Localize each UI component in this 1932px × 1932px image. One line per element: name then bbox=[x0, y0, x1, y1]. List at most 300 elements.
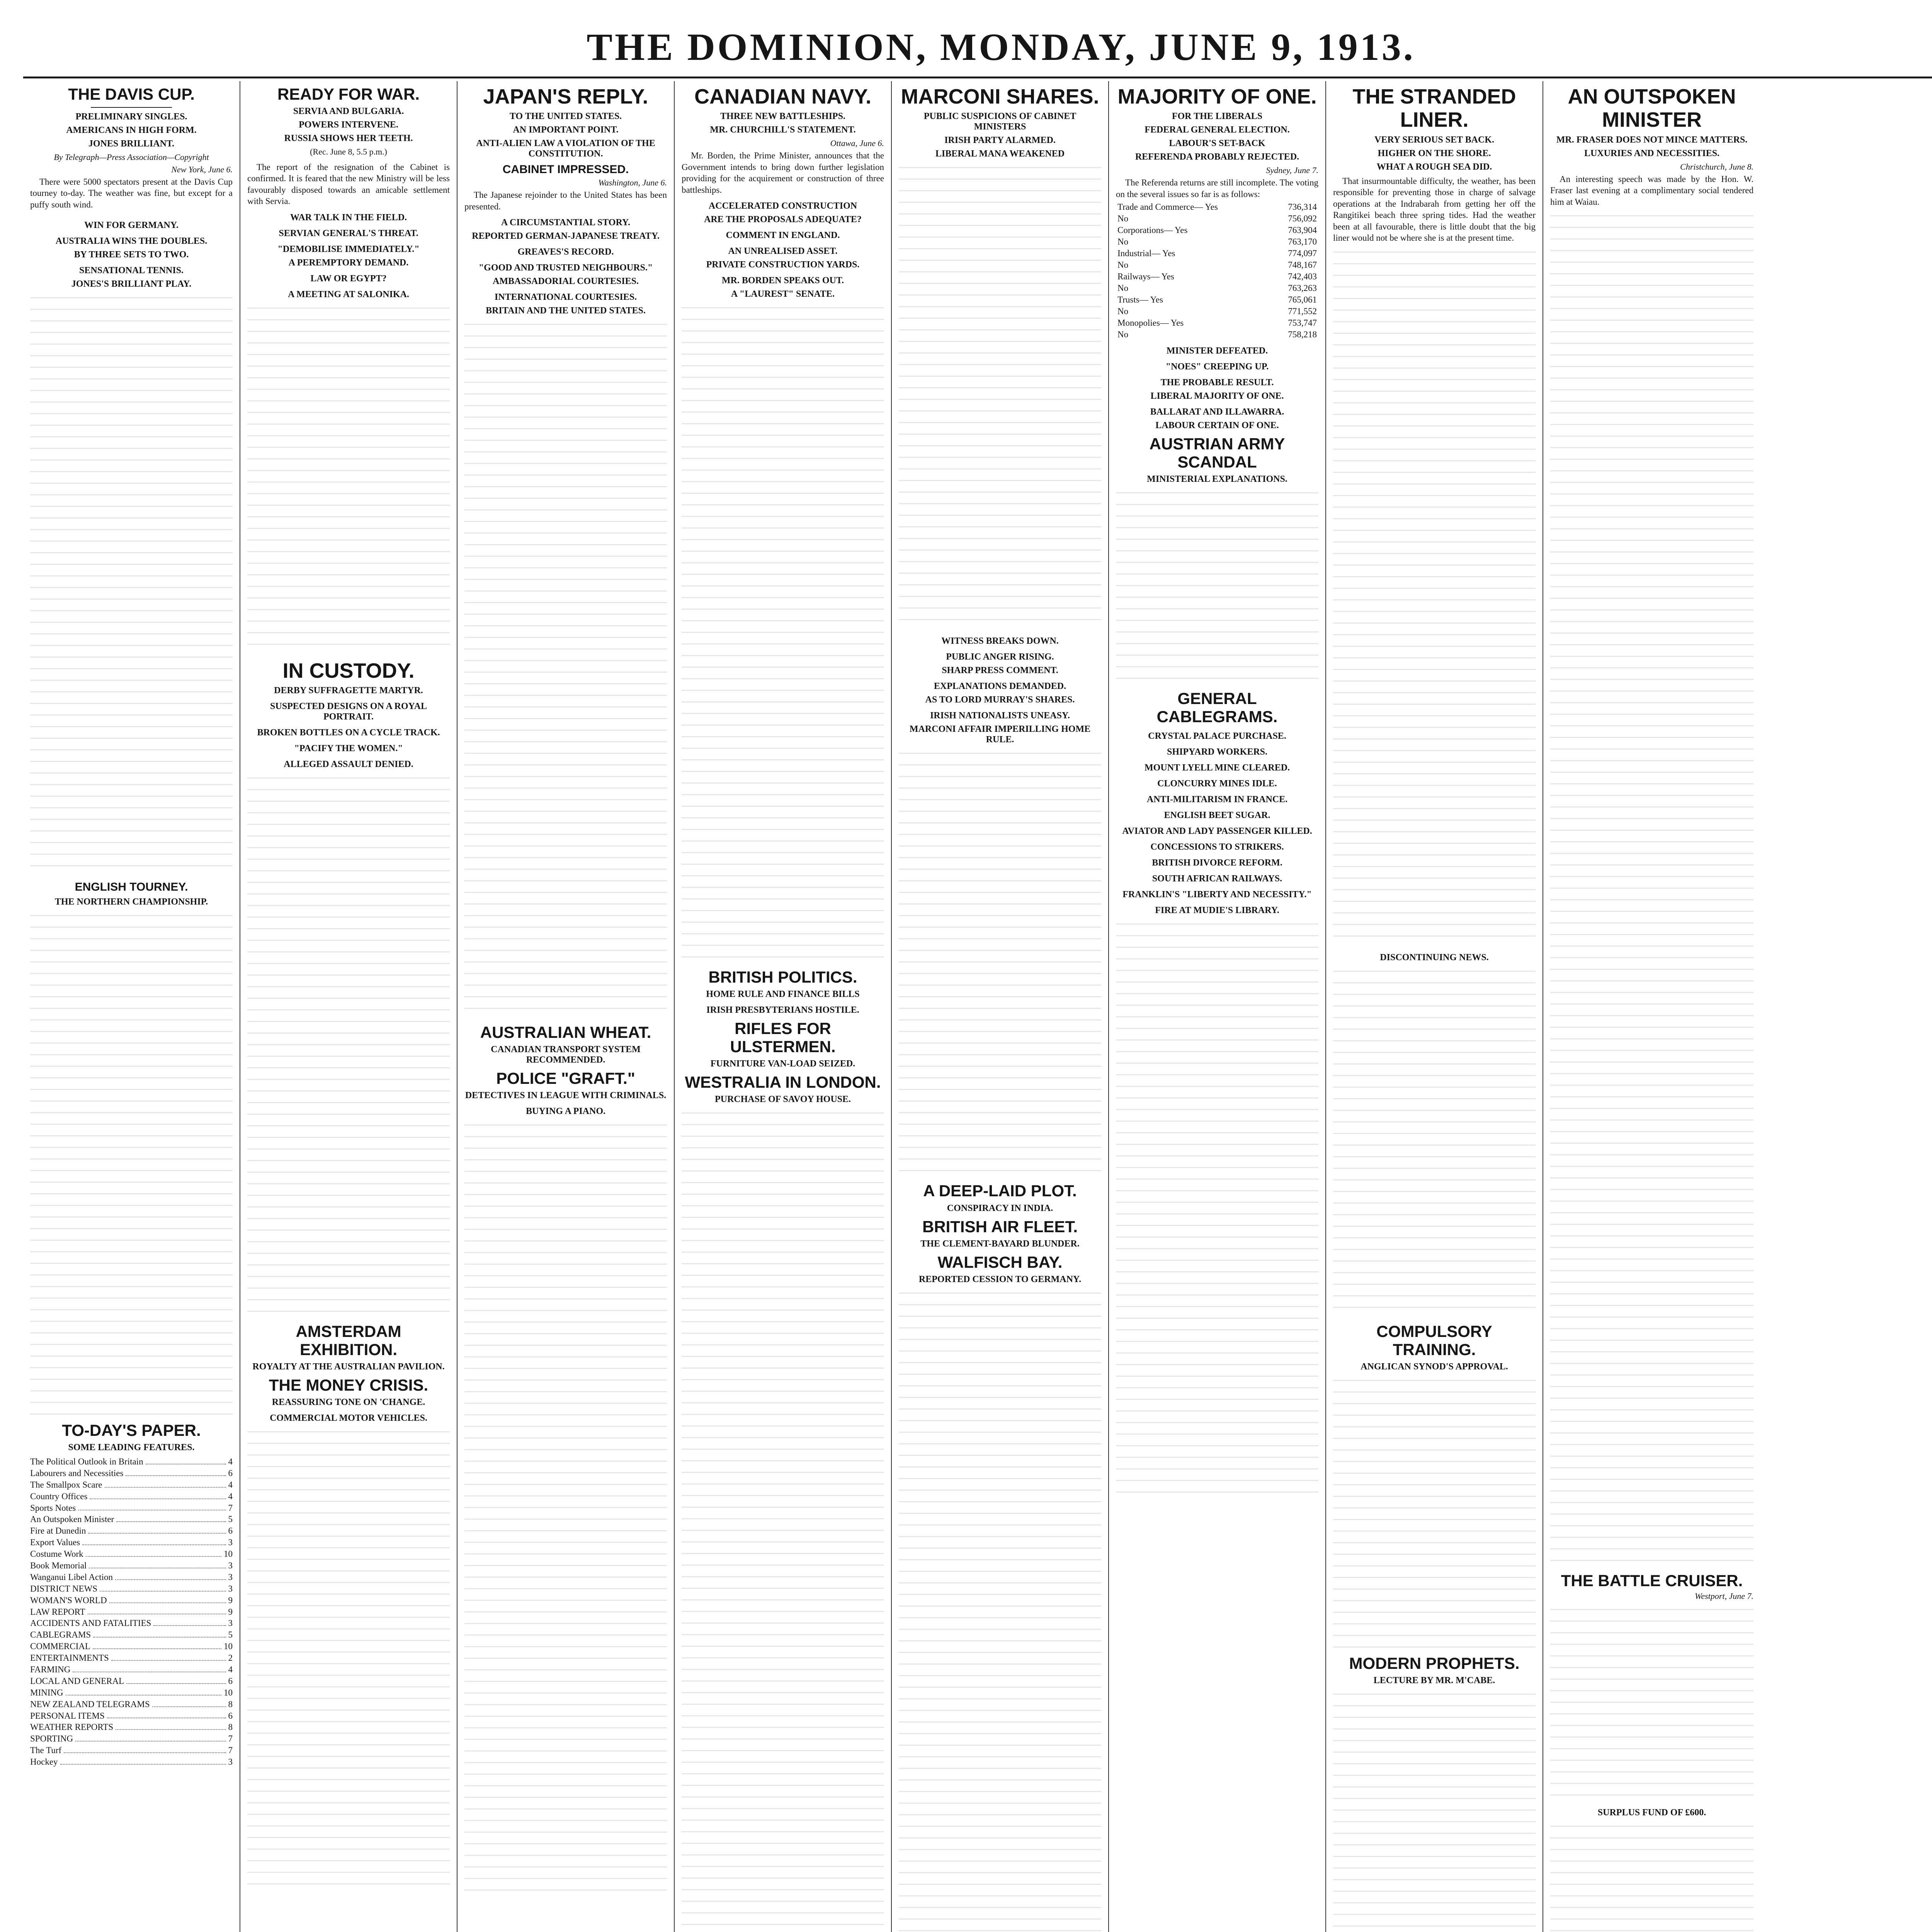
deck: THREE NEW BATTLESHIPS. bbox=[720, 111, 845, 122]
contents-page: 6 bbox=[228, 1468, 233, 1478]
deck: LUXURIES AND NECESSITIES. bbox=[1584, 148, 1720, 158]
contents-dots bbox=[73, 1664, 226, 1672]
contents-label: Hockey bbox=[30, 1757, 58, 1767]
table-row bbox=[1116, 248, 1318, 259]
contents-dots bbox=[115, 1571, 226, 1580]
contents-row bbox=[30, 1595, 233, 1606]
contents-row bbox=[30, 1675, 233, 1687]
contents-page: 8 bbox=[228, 1699, 233, 1709]
contents-page: 6 bbox=[228, 1526, 233, 1536]
column-6 bbox=[1109, 81, 1326, 1932]
dateline: Christchurch, June 8. bbox=[1680, 162, 1753, 172]
contents-label: LOCAL AND GENERAL bbox=[30, 1676, 124, 1686]
contents-dots bbox=[105, 1479, 226, 1488]
subheading: MR. BORDEN SPEAKS OUT. bbox=[721, 276, 844, 286]
contents-page: 4 bbox=[228, 1480, 233, 1490]
contents-page: 7 bbox=[228, 1503, 233, 1513]
deck: BY THREE SETS TO TWO. bbox=[74, 250, 189, 260]
subheading: EXPLANATIONS DEMANDED. bbox=[934, 681, 1066, 692]
subheading: CONCESSIONS TO STRIKERS. bbox=[1150, 842, 1284, 852]
subheading: SURPLUS FUND OF £600. bbox=[1597, 1808, 1706, 1818]
contents-page: 3 bbox=[228, 1572, 233, 1582]
deck: PRIVATE CONSTRUCTION YARDS. bbox=[706, 260, 860, 270]
contents-row bbox=[30, 1641, 233, 1652]
table-row bbox=[1116, 282, 1318, 294]
headline: MARCONI SHARES. bbox=[901, 85, 1099, 108]
deck: FEDERAL GENERAL ELECTION. bbox=[1145, 125, 1290, 135]
column-text-block bbox=[30, 297, 233, 877]
headline: BRITISH POLITICS. bbox=[708, 968, 857, 986]
column-text-block bbox=[30, 915, 233, 1417]
column-text-block bbox=[247, 308, 450, 655]
headline: MODERN PROPHETS. bbox=[1349, 1654, 1520, 1672]
article-body: There were 5000 spectators present at the Davis Cup tourney to-day. The weather was fine, but except for a puffy south wind. bbox=[30, 177, 233, 209]
column-3 bbox=[457, 81, 675, 1932]
subheading: FIRE AT MUDIE'S LIBRARY. bbox=[1155, 905, 1279, 916]
contents-page: 6 bbox=[228, 1711, 233, 1721]
contents-row bbox=[30, 1560, 233, 1571]
subheading: FRANKLIN'S "LIBERTY AND NECESSITY." bbox=[1122, 889, 1312, 900]
column-text-block bbox=[247, 777, 450, 1318]
story-davis-cup bbox=[30, 85, 233, 210]
headline: BRITISH AIR FLEET. bbox=[922, 1217, 1078, 1236]
contents-label: CABLEGRAMS bbox=[30, 1630, 91, 1640]
contents-dots bbox=[93, 1629, 226, 1638]
contents-label: The Turf bbox=[30, 1745, 62, 1755]
subheading: IRISH NATIONALISTS UNEASY. bbox=[930, 711, 1070, 721]
deck: IRISH PARTY ALARMED. bbox=[944, 135, 1056, 146]
deck: SOME LEADING FEATURES. bbox=[68, 1442, 195, 1452]
dateline: Washington, June 6. bbox=[598, 178, 667, 188]
contents-page: 3 bbox=[228, 1757, 233, 1767]
referendum-votes: 765,061 bbox=[1288, 295, 1317, 305]
deck: WHAT A ROUGH SEA DID. bbox=[1376, 162, 1492, 172]
contents-label: The Political Outlook in Britain bbox=[30, 1456, 143, 1466]
column-text-block bbox=[1116, 923, 1318, 1503]
contents-row bbox=[30, 1525, 233, 1537]
table-row bbox=[1116, 317, 1318, 329]
deck: LABOUR CERTAIN OF ONE. bbox=[1155, 420, 1279, 431]
referendum-votes: 763,170 bbox=[1288, 237, 1317, 247]
contents-dots bbox=[86, 1548, 221, 1557]
subheading: "NOES" CREEPING UP. bbox=[1165, 362, 1269, 372]
subheading: CLONCURRY MINES IDLE. bbox=[1157, 779, 1277, 789]
column-text-block bbox=[464, 324, 667, 1019]
contents-label: PERSONAL ITEMS bbox=[30, 1711, 105, 1721]
contents-row bbox=[30, 1456, 233, 1468]
contents-dots bbox=[75, 1733, 226, 1742]
deck: JONES'S BRILLIANT PLAY. bbox=[71, 279, 192, 289]
dateline: New York, June 6. bbox=[171, 165, 233, 175]
contents-row bbox=[30, 1664, 233, 1675]
contents-label: COMMERCIAL bbox=[30, 1641, 90, 1651]
deck: PUBLIC SUSPICIONS OF CABINET MINISTERS bbox=[923, 111, 1077, 132]
column-text-block bbox=[247, 1431, 450, 1895]
contents-dots bbox=[126, 1468, 226, 1476]
contents-label: MINING bbox=[30, 1687, 63, 1697]
subheading: IRISH PRESBYTERIANS HOSTILE. bbox=[706, 1005, 859, 1015]
referendum-votes: 758,218 bbox=[1288, 330, 1317, 340]
headline: COMPULSORY TRAINING. bbox=[1376, 1322, 1492, 1359]
masthead bbox=[23, 19, 1932, 78]
contents-row bbox=[30, 1571, 233, 1583]
deck: PURCHASE OF SAVOY HOUSE. bbox=[714, 1094, 851, 1105]
contents-dots bbox=[116, 1514, 226, 1522]
contents-row bbox=[30, 1479, 233, 1491]
contents-page: 3 bbox=[228, 1537, 233, 1548]
contents-row bbox=[30, 1514, 233, 1525]
column-text-block bbox=[1550, 215, 1753, 1568]
subheading: COMMERCIAL MOTOR VEHICLES. bbox=[270, 1413, 427, 1423]
deck: RUSSIA SHOWS HER TEETH. bbox=[284, 133, 413, 144]
referendum-label: Monopolies— Yes bbox=[1117, 318, 1184, 328]
referendum-label: Railways— Yes bbox=[1117, 272, 1174, 282]
subheading: COMMENT IN ENGLAND. bbox=[726, 230, 840, 241]
contents-label: Fire at Dunedin bbox=[30, 1526, 86, 1536]
deck: REPORTED GERMAN-JAPANESE TREATY. bbox=[472, 231, 660, 241]
deck: SERVIA AND BULGARIA. bbox=[293, 106, 404, 117]
subheading: CRYSTAL PALACE PURCHASE. bbox=[1148, 731, 1286, 742]
headline: MAJORITY OF ONE. bbox=[1117, 85, 1317, 108]
column-text-block bbox=[1550, 1826, 1753, 1932]
subheading: SHIPYARD WORKERS. bbox=[1167, 747, 1268, 757]
subheading: BRITISH DIVORCE REFORM. bbox=[1152, 858, 1282, 868]
subheading: AVIATOR AND LADY PASSENGER KILLED. bbox=[1122, 826, 1312, 837]
headline: AUSTRIAN ARMY SCANDAL bbox=[1149, 435, 1285, 471]
article-body: An interesting speech was made by the Hon. W. Fraser last evening at a complimentary social tendered him at Waiau. bbox=[1550, 174, 1753, 207]
headline: WESTRALIA IN LONDON. bbox=[685, 1073, 881, 1092]
referendum-label: No bbox=[1117, 214, 1129, 224]
referendum-label: No bbox=[1117, 330, 1129, 340]
headline: AUSTRALIAN WHEAT. bbox=[480, 1023, 651, 1041]
column-2 bbox=[240, 81, 457, 1932]
referendum-label: No bbox=[1117, 283, 1129, 293]
contents-row bbox=[30, 1733, 233, 1745]
headline: ENGLISH TOURNEY. bbox=[75, 881, 188, 894]
deck: DERBY SUFFRAGETTE MARTYR. bbox=[274, 685, 423, 696]
contents-label: ACCIDENTS AND FATALITIES bbox=[30, 1618, 151, 1628]
contents-label: Book Memorial bbox=[30, 1560, 87, 1570]
column-text-block bbox=[1116, 492, 1318, 685]
referendum-votes: 736,314 bbox=[1288, 202, 1317, 212]
column-text-block bbox=[1333, 1380, 1536, 1650]
subheading: BUYING A PIANO. bbox=[526, 1106, 606, 1116]
subheading: "DEMOBILISE IMMEDIATELY." bbox=[277, 244, 420, 254]
dateline: Westport, June 7. bbox=[1695, 1591, 1753, 1601]
contents-dots bbox=[153, 1617, 226, 1626]
referendum-votes: 763,904 bbox=[1288, 225, 1317, 235]
contents-page: 2 bbox=[228, 1653, 233, 1663]
subheading: "PACIFY THE WOMEN." bbox=[294, 743, 403, 754]
headline: RIFLES FOR ULSTERMEN. bbox=[730, 1019, 836, 1056]
contents-dots bbox=[109, 1595, 226, 1603]
subheading: MINISTER DEFEATED. bbox=[1166, 346, 1268, 356]
contents-dots bbox=[100, 1583, 226, 1592]
contents-dots bbox=[82, 1537, 226, 1545]
headline: A DEEP-LAID PLOT. bbox=[923, 1182, 1077, 1200]
referendum-label: Corporations— Yes bbox=[1117, 225, 1188, 235]
contents-row bbox=[30, 1721, 233, 1733]
deck: BRITAIN AND THE UNITED STATES. bbox=[486, 305, 646, 316]
contents-dots bbox=[88, 1525, 226, 1534]
byline: By Telegraph—Press Association—Copyright bbox=[54, 152, 209, 162]
contents-page: 3 bbox=[228, 1583, 233, 1594]
deck: REFERENDA PROBABLY REJECTED. bbox=[1135, 152, 1299, 162]
deck: HIGHER ON THE SHORE. bbox=[1378, 148, 1491, 158]
contents-label: Wanganui Libel Action bbox=[30, 1572, 113, 1582]
table-row bbox=[1116, 259, 1318, 271]
dateline: Ottawa, June 6. bbox=[830, 138, 884, 148]
headline: AMSTERDAM EXHIBITION. bbox=[296, 1322, 401, 1359]
subheading: AUSTRALIA WINS THE DOUBLES. bbox=[55, 236, 207, 247]
subheading: SOUTH AFRICAN RAILWAYS. bbox=[1152, 874, 1282, 884]
headline: THE BATTLE CRUISER. bbox=[1561, 1571, 1743, 1590]
referendum-label: No bbox=[1117, 237, 1129, 247]
contents-label: The Smallpox Scare bbox=[30, 1480, 102, 1490]
deck: CANADIAN TRANSPORT SYSTEM RECOMMENDED. bbox=[491, 1044, 641, 1065]
subheading: "GOOD AND TRUSTED NEIGHBOURS." bbox=[478, 262, 653, 273]
subheading: WAR TALK IN THE FIELD. bbox=[290, 212, 407, 223]
column-text-block bbox=[464, 1124, 667, 1897]
contents-page: 5 bbox=[228, 1514, 233, 1524]
subheading: MOUNT LYELL MINE CLEARED. bbox=[1144, 763, 1290, 773]
referendum-label: Trusts— Yes bbox=[1117, 295, 1163, 305]
headline: READY FOR WAR. bbox=[277, 85, 420, 103]
contents-row bbox=[30, 1629, 233, 1641]
subheading: A MEETING AT SALONIKA. bbox=[288, 289, 409, 299]
contents-page: 9 bbox=[228, 1595, 233, 1605]
deck: VERY SERIOUS SET BACK. bbox=[1374, 134, 1494, 145]
referendum-label: Trade and Commerce— Yes bbox=[1117, 202, 1218, 212]
subheading: AN UNREALISED ASSET. bbox=[728, 246, 838, 257]
contents-label: Costume Work bbox=[30, 1549, 83, 1559]
contents-label: WOMAN'S WORLD bbox=[30, 1595, 107, 1605]
subheading: ENGLISH BEET SUGAR. bbox=[1164, 810, 1270, 821]
contents-dots bbox=[126, 1675, 226, 1684]
column-4 bbox=[675, 81, 892, 1932]
contents-page: 4 bbox=[228, 1456, 233, 1466]
contents-dots bbox=[64, 1745, 226, 1753]
contents-dots bbox=[152, 1699, 226, 1707]
article-body: The Japanese rejoinder to the United States has been presented. bbox=[464, 190, 667, 211]
deck: JONES BRILLIANT. bbox=[88, 139, 175, 149]
deck: AMBASSADORIAL COURTESIES. bbox=[493, 276, 639, 286]
column-text-block bbox=[682, 1112, 884, 1932]
subheading: A CIRCUMSTANTIAL STORY. bbox=[501, 217, 631, 228]
contents-page: 4 bbox=[228, 1665, 233, 1674]
deck: DETECTIVES IN LEAGUE WITH CRIMINALS. bbox=[465, 1090, 667, 1100]
table-row bbox=[1116, 329, 1318, 340]
newspaper-title: THE DOMINION, MONDAY, JUNE 9, 1913. bbox=[587, 26, 1415, 68]
table-row bbox=[1116, 224, 1318, 236]
subheading: SENSATIONAL TENNIS. bbox=[79, 265, 184, 276]
contents-row bbox=[30, 1617, 233, 1629]
contents-label: SPORTING bbox=[30, 1734, 73, 1744]
headline: CANADIAN NAVY. bbox=[694, 85, 872, 108]
deck: FURNITURE VAN-LOAD SEIZED. bbox=[710, 1059, 855, 1069]
contents-row bbox=[30, 1548, 233, 1560]
contents-list bbox=[30, 1456, 233, 1768]
subheading: BALLARAT AND ILLAWARRA. bbox=[1150, 407, 1284, 417]
received-line: (Rec. June 8, 5.5 p.m.) bbox=[310, 147, 387, 157]
contents-page: 10 bbox=[224, 1549, 233, 1559]
deck: ANGLICAN SYNOD'S APPROVAL. bbox=[1361, 1361, 1508, 1372]
contents-row bbox=[30, 1491, 233, 1502]
contents-page: 9 bbox=[228, 1607, 233, 1617]
deck: POWERS INTERVENE. bbox=[299, 120, 398, 130]
contents-label: DISTRICT NEWS bbox=[30, 1583, 97, 1594]
subheading: WITNESS BREAKS DOWN. bbox=[941, 636, 1059, 646]
table-row bbox=[1116, 201, 1318, 213]
column-1 bbox=[23, 81, 240, 1932]
deck: LIBERAL MANA WEAKENED bbox=[935, 149, 1065, 159]
headline: THE MONEY CRISIS. bbox=[269, 1376, 429, 1395]
contents-dots bbox=[78, 1502, 226, 1511]
deck: MINISTERIAL EXPLANATIONS. bbox=[1147, 474, 1287, 485]
headline: JAPAN'S REPLY. bbox=[483, 85, 648, 108]
article-body: Mr. Borden, the Prime Minister, announces that the Government intends to bring down further legislation providing for the acquirement or construction of three battleships. bbox=[682, 151, 884, 195]
table-row bbox=[1116, 271, 1318, 282]
contents-dots bbox=[90, 1491, 226, 1499]
headline: THE STRANDED LINER. bbox=[1352, 85, 1516, 132]
headline: POLICE "GRAFT." bbox=[496, 1069, 635, 1087]
column-text-block bbox=[1333, 971, 1536, 1318]
contents-label: Labourers and Necessities bbox=[30, 1468, 124, 1478]
contents-dots bbox=[116, 1721, 226, 1730]
contents-page: 10 bbox=[224, 1641, 233, 1651]
headline: THE DAVIS CUP. bbox=[68, 85, 195, 103]
contents-label: Sports Notes bbox=[30, 1503, 76, 1513]
deck: LIBERAL MAJORITY OF ONE. bbox=[1150, 391, 1284, 401]
column-text-block bbox=[682, 307, 884, 964]
deck: THE NORTHERN CHAMPIONSHIP. bbox=[54, 896, 208, 907]
deck: LABOUR'S SET-BACK bbox=[1169, 138, 1265, 149]
contents-page: 7 bbox=[228, 1745, 233, 1755]
contents-row bbox=[30, 1710, 233, 1722]
subheading: PUBLIC ANGER RISING. bbox=[946, 652, 1054, 662]
deck: AS TO LORD MURRAY'S SHARES. bbox=[925, 695, 1075, 705]
headline: CABINET IMPRESSED. bbox=[502, 163, 629, 176]
table-row bbox=[1116, 294, 1318, 306]
contents-label: Country Offices bbox=[30, 1491, 88, 1501]
deck: FOR THE LIBERALS bbox=[1172, 111, 1263, 122]
contents-label: NEW ZEALAND TELEGRAMS bbox=[30, 1699, 150, 1709]
contents-row bbox=[30, 1687, 233, 1699]
contents-dots bbox=[107, 1710, 226, 1719]
news-columns bbox=[23, 81, 1932, 1932]
deck: SHARP PRESS COMMENT. bbox=[942, 665, 1058, 676]
contents-row bbox=[30, 1652, 233, 1664]
subheading: THE PROBABLE RESULT. bbox=[1160, 378, 1274, 388]
contents-label: LAW REPORT bbox=[30, 1607, 85, 1617]
headline: IN CUSTODY. bbox=[282, 659, 415, 682]
contents-label: An Outspoken Minister bbox=[30, 1514, 114, 1524]
referendum-votes: 753,747 bbox=[1288, 318, 1317, 328]
deck: MR. FRASER DOES NOT MINCE MATTERS. bbox=[1556, 134, 1748, 145]
story-todays-paper bbox=[30, 1421, 233, 1768]
subheading: DISCONTINUING NEWS. bbox=[1380, 952, 1489, 963]
referendum-label: Industrial— Yes bbox=[1117, 248, 1175, 259]
contents-dots bbox=[66, 1687, 221, 1696]
column-8 bbox=[1543, 81, 1760, 1932]
referendum-label: No bbox=[1117, 306, 1129, 316]
deck: ROYALTY AT THE AUSTRALIAN PAVILION. bbox=[252, 1362, 445, 1372]
deck: TO THE UNITED STATES. bbox=[509, 111, 622, 122]
deck: CONSPIRACY IN INDIA. bbox=[947, 1203, 1053, 1213]
deck: ANTI-ALIEN LAW A VIOLATION OF THE CONSTITUTION. bbox=[476, 138, 655, 159]
headline: AN OUTSPOKEN MINISTER bbox=[1568, 85, 1736, 132]
deck: MR. CHURCHILL'S STATEMENT. bbox=[710, 125, 856, 135]
contents-row bbox=[30, 1537, 233, 1548]
article-body: The Referenda returns are still incomplete. The voting on the several issues so far is as follows: bbox=[1116, 178, 1318, 199]
deck: REASSURING TONE ON 'CHANGE. bbox=[272, 1397, 425, 1408]
contents-dots bbox=[88, 1606, 226, 1615]
column-7 bbox=[1326, 81, 1543, 1932]
column-text-block bbox=[1550, 1609, 1753, 1802]
contents-page: 3 bbox=[228, 1618, 233, 1628]
column-text-block bbox=[899, 753, 1101, 1178]
contents-page: 4 bbox=[228, 1491, 233, 1501]
referendum-votes: 771,552 bbox=[1288, 306, 1317, 316]
table-row bbox=[1116, 236, 1318, 248]
deck: LECTURE BY MR. M'CABE. bbox=[1373, 1675, 1495, 1685]
deck: MARCONI AFFAIR IMPERILLING HOME RULE. bbox=[909, 724, 1091, 745]
contents-row bbox=[30, 1468, 233, 1479]
column-5 bbox=[892, 81, 1109, 1932]
referenda-table bbox=[1116, 201, 1318, 340]
contents-page: 5 bbox=[228, 1630, 233, 1640]
dateline: Sydney, June 7. bbox=[1266, 165, 1318, 175]
table-row bbox=[1116, 306, 1318, 317]
contents-label: ENTERTAINMENTS bbox=[30, 1653, 109, 1663]
contents-row bbox=[30, 1583, 233, 1595]
deck: AMERICANS IN HIGH FORM. bbox=[66, 125, 197, 136]
column-text-block bbox=[899, 167, 1101, 631]
subheading: ANTI-MILITARISM IN FRANCE. bbox=[1146, 794, 1288, 805]
contents-page: 3 bbox=[228, 1560, 233, 1570]
deck: ARE THE PROPOSALS ADEQUATE? bbox=[704, 214, 862, 225]
deck: A "LAUREST" SENATE. bbox=[731, 289, 835, 299]
subheading: GREAVES'S RECORD. bbox=[517, 247, 614, 257]
referendum-votes: 774,097 bbox=[1288, 248, 1317, 259]
referendum-votes: 742,403 bbox=[1288, 272, 1317, 282]
table-row bbox=[1116, 213, 1318, 224]
deck: AN IMPORTANT POINT. bbox=[513, 125, 619, 135]
contents-row bbox=[30, 1606, 233, 1618]
contents-dots bbox=[146, 1456, 226, 1464]
article-body: That insurmountable difficulty, the weather, has been responsible for preventing those in charge of salvage operations at the Indrabarah from getting her off the Rangitikei beach three spring tides. Had the weather been at all favourable, there is little doubt that the big liner would not be where she is at the present time. bbox=[1333, 176, 1536, 243]
headline: TO-DAY'S PAPER. bbox=[62, 1421, 201, 1439]
column-text-block bbox=[1333, 1694, 1536, 1932]
contents-row bbox=[30, 1502, 233, 1514]
contents-dots bbox=[89, 1560, 226, 1568]
deck: REPORTED CESSION TO GERMANY. bbox=[918, 1274, 1082, 1284]
referendum-votes: 763,263 bbox=[1288, 283, 1317, 293]
referendum-votes: 756,092 bbox=[1288, 214, 1317, 224]
headline: GENERAL CABLEGRAMS. bbox=[1156, 689, 1278, 726]
deck: A PEREMPTORY DEMAND. bbox=[288, 257, 409, 268]
deck: PRELIMINARY SINGLES. bbox=[75, 112, 187, 122]
subheading: BROKEN BOTTLES ON A CYCLE TRACK. bbox=[257, 728, 440, 738]
deck: HOME RULE AND FINANCE BILLS bbox=[706, 989, 860, 1000]
contents-label: FARMING bbox=[30, 1665, 71, 1674]
contents-label: WEATHER REPORTS bbox=[30, 1722, 114, 1732]
contents-page: 10 bbox=[224, 1687, 233, 1697]
subheading: ACCELERATED CONSTRUCTION bbox=[708, 201, 857, 211]
column-text-block bbox=[1333, 252, 1536, 947]
contents-dots bbox=[60, 1756, 226, 1765]
contents-row bbox=[30, 1699, 233, 1710]
